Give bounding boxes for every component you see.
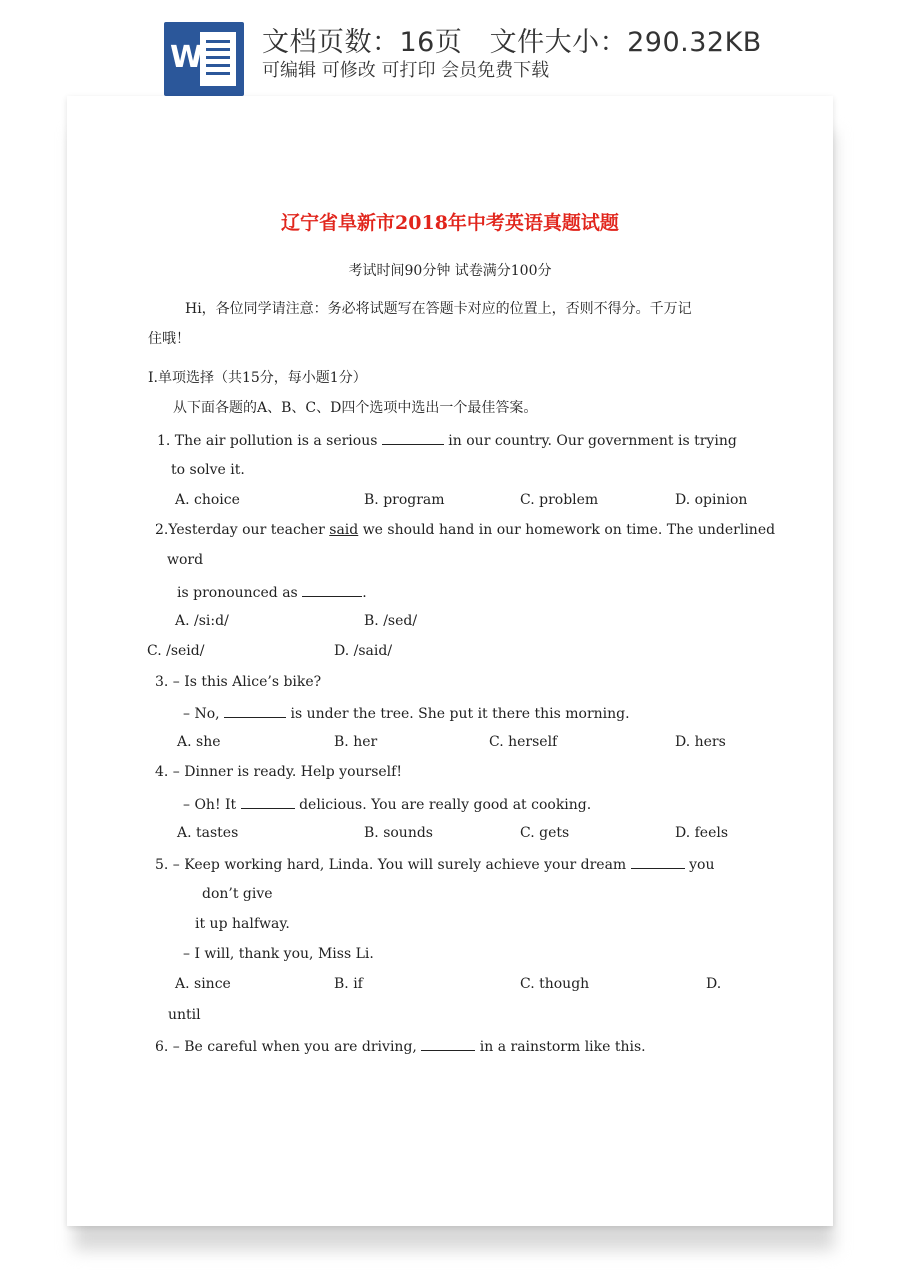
q1-option-a: A. choice	[175, 492, 240, 508]
question-4: 4. – Dinner is ready. Help yourself!	[155, 764, 402, 780]
question-3-reply: – No, is under the tree. She put it there this morning.	[183, 703, 630, 723]
q2-option-d: D. /said/	[334, 643, 393, 659]
question-5-cont: don’t give	[202, 886, 273, 902]
q1-option-d: D. opinion	[675, 492, 748, 508]
document-features: 可编辑 可修改 可打印 会员免费下载	[262, 60, 550, 81]
question-1-cont: to solve it.	[171, 462, 245, 478]
exam-title: 辽宁省阜新市2018年中考英语真题试题	[281, 212, 619, 234]
document-page	[67, 96, 833, 1226]
question-5-reply: – I will, thank you, Miss Li.	[183, 946, 374, 962]
question-5: 5. – Keep working hard, Linda. You will surely achieve your dream you	[155, 854, 714, 874]
section-title: Ⅰ.单项选择（共15分，每小题1分）	[148, 370, 367, 386]
question-5-cont2: it up halfway.	[195, 916, 290, 932]
section-instruction: 从下面各题的A、B、C、D四个选项中选出一个最佳答案。	[173, 400, 538, 416]
question-6: 6. – Be careful when you are driving, in a rainstorm like this.	[155, 1036, 646, 1056]
q3-option-d: D. hers	[675, 734, 726, 750]
q4-option-c: C. gets	[520, 825, 570, 841]
question-2: 2.Yesterday our teacher said we should hand in our homework on time. The underlined	[155, 522, 776, 538]
q3-option-c: C. herself	[489, 734, 558, 750]
question-4-reply: – Oh! It delicious. You are really good at cooking.	[183, 794, 591, 814]
document-info: 文档页数：16页 文件大小：290.32KB	[262, 27, 762, 58]
question-2-cont2: is pronounced as .	[177, 582, 367, 602]
q2-option-a: A. /si:d/	[175, 613, 229, 629]
download-banner	[0, 0, 900, 100]
q3-option-b: B. her	[334, 734, 378, 750]
q5-option-c: C. though	[520, 976, 590, 992]
q1-option-c: C. problem	[520, 492, 599, 508]
q5-option-d: D.	[706, 976, 722, 992]
notice-line-2: 住哦！	[148, 331, 190, 347]
q2-option-c: C. /seid/	[147, 643, 205, 659]
exam-subtitle: 考试时间90分钟 试卷满分100分	[348, 263, 552, 279]
word-document-icon: W	[164, 22, 244, 96]
q1-option-b: B. program	[364, 492, 445, 508]
q3-option-a: A. she	[177, 734, 221, 750]
q4-option-a: A. tastes	[177, 825, 239, 841]
question-2-cont: word	[167, 552, 204, 568]
q2-option-b: B. /sed/	[364, 613, 418, 629]
q5-option-d-text: until	[168, 1007, 201, 1023]
q5-option-b: B. if	[334, 976, 363, 992]
question-1: 1. The air pollution is a serious in our country. Our government is trying	[157, 430, 737, 450]
notice-line-1: Hi，各位同学请注意：务必将试题写在答题卡对应的位置上，否则不得分。千万记	[185, 301, 692, 317]
q5-option-a: A. since	[175, 976, 231, 992]
q4-option-b: B. sounds	[364, 825, 433, 841]
q4-option-d: D. feels	[675, 825, 729, 841]
question-3: 3. – Is this Alice’s bike?	[155, 674, 322, 690]
